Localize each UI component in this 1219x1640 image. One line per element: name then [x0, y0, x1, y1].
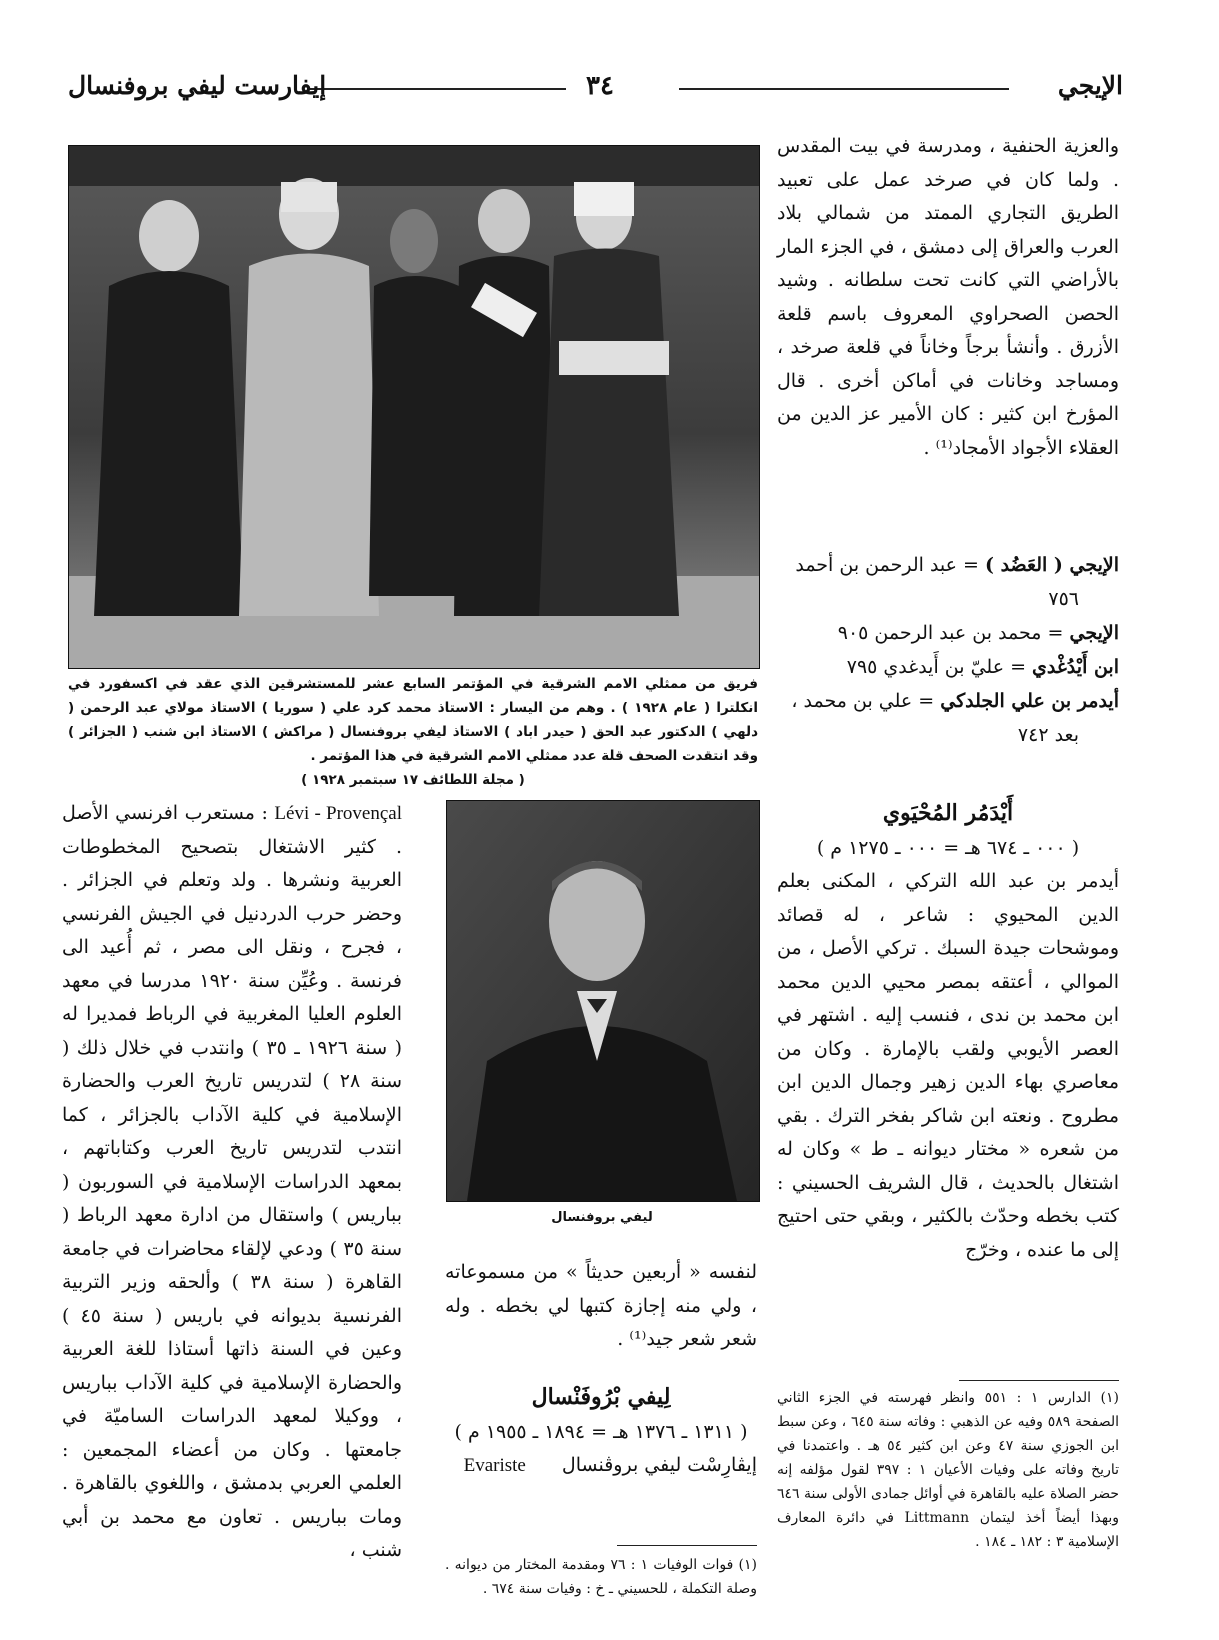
article-text: : مستعرب افرنسي الأصل . كثير الاشتغال بتصحيح المخطوطات العربية ونشرها . ولد وتعلم في الجزائر . وحضر حرب الدردنيل في الجيش الفرنسي ، فجرح ، ونقل الى مصر ، ثم أُعيد الى فرنسة . وعُيِّن سنة ١٩٢٠ مدرسا في معهد العلوم العليا المغربية في الرباط فمديرا له ( سنة ١٩٢٦ ـ ٣٥ ) وانتدب في خلال ذلك ( سنة ٢٨ ) لتدريس تاريخ العرب والحضارة الإسلامية في كلية الآداب بالجزائر ، كما انتدب لتدريس تاريخ العرب وكتاباتهم ، بمعهد الدراسات الإسلامية في السوربون ( بباريس ) واستقال من ادارة معهد الرباط ( سنة ٣٥ ) ودعي لإلقاء محاضرات في جامعة القاهرة ( سنة ٣٨ ) وألحقه وزير التربية الفرنسية بديوانه في باريس ( سنة ٤٥ ) وعين في السنة ذاتها أستاذا للغة العربية والحضارة الإسلامية في كلية الآداب بباريس ، ووكيلا لمعهد الدراسات الساميّة في جامعتها . وكان من أعضاء المجمعين : العلمي العربي بدمشق ، واللغوي بالقاهرة . ومات بباريس . تعاون مع محمد بن أبي شنب ،	[62, 802, 402, 1561]
running-head-left: إيفارست ليفي بروفنسال	[68, 71, 327, 100]
running-head-right: الإيجي	[1057, 71, 1123, 100]
footnote-right: (١) الدارس ١ : ٥٥١ وانظر فهرسته في الجزء الثاني الصفحة ٥٨٩ وفيه عن الذهبي : وفاته سنة ٦٤٥ ، وعن سبط ابن الجوزي سنة ٤٧ وعن ابن كثير ٥٤ هـ . واعتمدنا في تاريخ وفاته على وفيات الأعيان ١ : ٣٩٧ لقول مؤلفه إنه حضر الصلاة عليه بالقاهرة في أوائل جمادى الأولى سنة ٦٤٦ وبهذا أيضاً أخذ ليتمان Littmann في دائرة المعارف الإسلامية ٣ : ١٨٢ ـ ١٨٤ .	[777, 1390, 1120, 1550]
portrait-photograph	[446, 800, 760, 1202]
continuation-paragraph: والعزية الحنفية ، ومدرسة في بيت المقدس . ولما كان في صرخد عمل على تعبيد الطريق التجاري الممتد من شمالي بلاد العرب والعراق إلى دمشق ، في الجزء المار بالأراضي التي كانت تحت سلطانه . وشيد الحصن الصحراوي المعروف باسم قلعة الأزرق . وأنشأ برجاً وخاناً في قلعة صرخد ، ومساجد وخانات في أماكن أخرى . قال المؤرخ ابن كثير : كان الأمير عز الدين من العقلاء الأجواد الأمجاد⁽¹⁾ .	[777, 135, 1119, 459]
article-dates: ( ١٣١١ ـ ١٣٧٦ هـ = ١٨٩٤ ـ ١٩٥٥ م )	[454, 1420, 748, 1443]
full-name-line	[445, 1449, 757, 1483]
footnote-rule-right	[959, 1380, 1119, 1381]
portrait-photograph-image	[447, 801, 759, 1201]
page-number: ٣٤	[586, 71, 614, 101]
middle-column	[445, 1256, 757, 1482]
cross-reference-list	[777, 548, 1119, 752]
entry-head: ابن أَيْدُغْدي	[1032, 656, 1119, 678]
group-photograph-image	[69, 146, 759, 668]
footnote-rule-middle	[617, 1545, 757, 1546]
entry-text: = عليّ بن أَيدغدي ٧٩٥	[846, 656, 1033, 678]
entry-head: أيدمر بن علي الجلدكي	[940, 690, 1119, 712]
left-column	[62, 797, 402, 1568]
full-name-latin: Evariste	[463, 1454, 526, 1476]
article-body: أيدمر بن عبد الله التركي ، المكنى بعلم الدين المحيوي : شاعر ، له قصائد وموشحات جيدة السبك . تركي الأصل ، من الموالي ، أعتقه بمصر محيي الدين محمد ابن محمد بن ندى ، فنسب إليه . اشتهر في العصر الأيوبي ولقب بالإمارة . وكان من معاصري بهاء الدين زهير وجمال الدين ابن مطروح . ونعته ابن شاكر بفخر الترك . بقي من شعره « مختار ديوانه ـ ط » وكان له اشتغال بالحديث ، قال الشريف الحسيني : كتب بخطه وحدّث بالكثير ، وبقي حتى احتيج إلى ما عنده ، وخرّج	[777, 870, 1119, 1261]
entry-line	[777, 616, 1119, 650]
continuation-paragraph: لنفسه « أربعين حديثاً » من مسموعاته ، ولي منه إجازة كتبها لي بخطه . وله شعر شعر جيد⁽¹⁾ .	[445, 1261, 757, 1350]
entry-line: بعد ٧٤٢	[1017, 724, 1079, 746]
article-body	[62, 797, 402, 1568]
portrait-caption: ليفي بروفنسال	[551, 1210, 653, 1225]
entry-line	[777, 684, 1119, 718]
footnote-middle: (١) فوات الوفيات ١ : ٧٦ ومقدمة المختار من ديوانه . وصلة التكملة ، للحسيني ـ خ : وفيات سنة ٦٧٤ .	[445, 1557, 758, 1597]
latin-name: Lévi - Provençal	[274, 803, 402, 824]
caption-text: فريق من ممثلي الامم الشرقية في المؤتمر السابع عشر للمستشرقين الذي عقد في اكسفورد في انكلترا ( عام ١٩٢٨ ) . وهم من اليسار : الاستاذ محمد كرد علي ( سوريا ) الاستاذ مولاي عبد الرحمن ( دلهي ) الدكتور عبد الحق ( حيدر اباد ) الاستاذ ليفي بروفنسال ( مراكش ) الاستاذ ابن شنب ( الجزائر ) وقد انتقدت الصحف قلة عدد ممثلي الامم الشرقية في هذا المؤتمر .	[68, 676, 758, 764]
article-aydamur	[777, 795, 1119, 1267]
entry-head: الإيجي ( العَضُد )	[984, 554, 1119, 576]
header-rule-left	[310, 88, 566, 90]
entry-line	[777, 548, 1119, 582]
entry-text: = محمد بن عبد الرحمن ٩٠٥	[837, 622, 1070, 644]
article-title: أَيْدَمُر المُحْيَوي	[882, 800, 1014, 826]
group-photo-caption	[68, 672, 758, 792]
entry-head: الإيجي	[1069, 622, 1119, 644]
article-title: لِيفي بْرُوفَنْسال	[531, 1383, 671, 1410]
header-rule-right	[679, 88, 1009, 90]
full-name-arabic: إيڤارِسْت ليفي بروڤنسال	[561, 1453, 757, 1476]
right-column-paragraph	[777, 130, 1119, 465]
article-dates: ( ٠٠٠ ـ ٦٧٤ هـ = ٠٠٠ ـ ١٢٧٥ م )	[816, 837, 1080, 859]
caption-source: ( مجلة اللطائف ١٧ سبتمبر ١٩٢٨ )	[301, 772, 525, 788]
entry-text: = عبد الرحمن بن أحمد	[795, 554, 985, 576]
entry-line	[777, 650, 1119, 684]
group-photograph	[68, 145, 760, 669]
entry-line: ٧٥٦	[1048, 588, 1079, 610]
entry-text: = علي بن محمد ،	[791, 690, 941, 712]
